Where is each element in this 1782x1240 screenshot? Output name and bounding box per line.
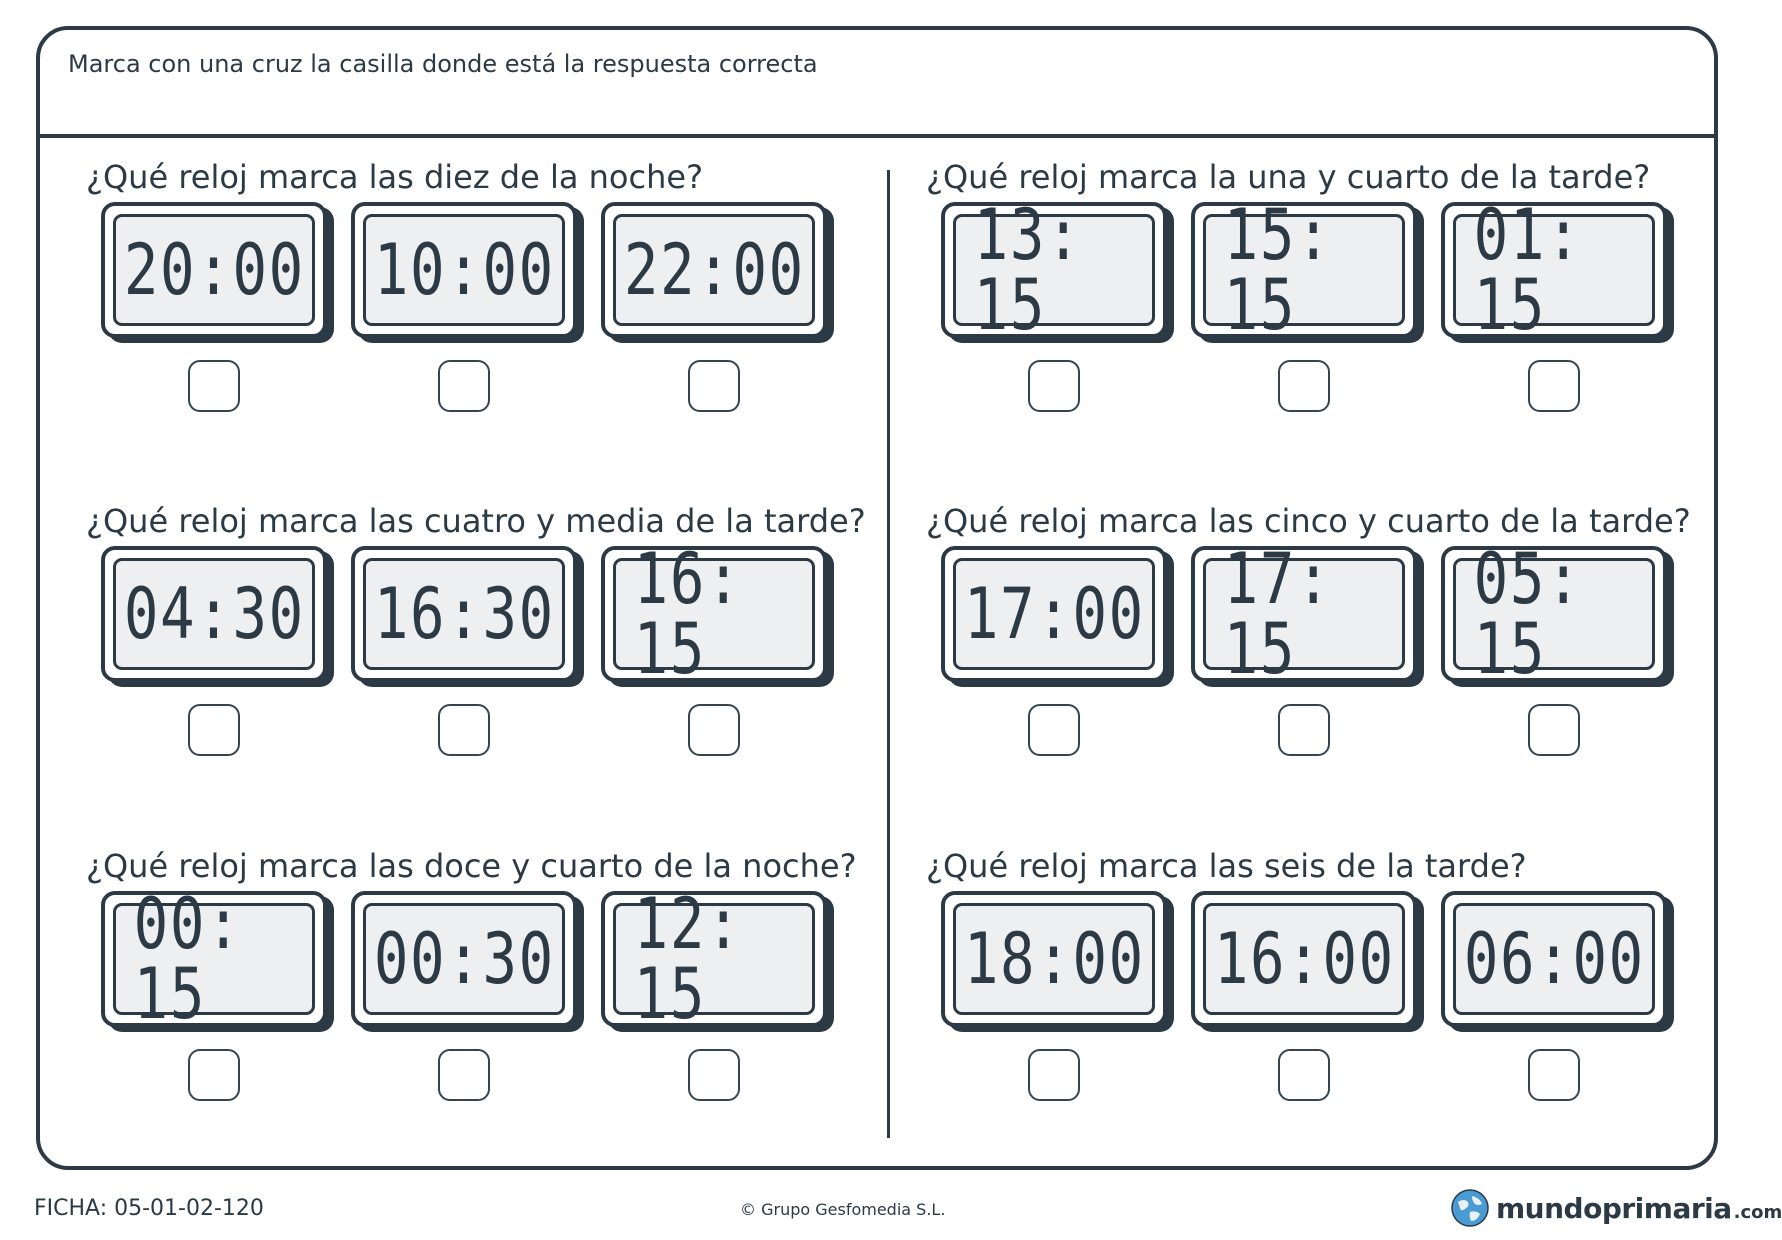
digital-clock — [1441, 891, 1667, 1027]
question-5 — [926, 502, 1746, 802]
option-a — [941, 891, 1173, 1101]
clock-time: 17:00 — [963, 573, 1145, 655]
brand-domain: .com — [1733, 1201, 1782, 1223]
clock-time: 06:00 — [1463, 918, 1645, 1000]
answer-checkbox[interactable] — [1528, 704, 1580, 756]
option-c — [601, 538, 833, 756]
digital-clock — [101, 546, 327, 682]
option-b — [1191, 194, 1423, 412]
clock-face — [363, 214, 565, 326]
option-b — [1191, 538, 1423, 756]
brand-logo[interactable] — [1450, 1188, 1782, 1228]
answer-checkbox[interactable] — [188, 360, 240, 412]
digital-clock — [601, 538, 827, 690]
clock-time: 16:00 — [1213, 918, 1395, 1000]
question-6 — [926, 847, 1746, 1147]
digital-clock — [1191, 538, 1417, 690]
option-a — [101, 883, 333, 1101]
digital-clock — [1191, 891, 1417, 1027]
digital-clock — [941, 546, 1167, 682]
question-1 — [86, 158, 906, 458]
question-4 — [926, 158, 1746, 458]
digital-clock — [941, 891, 1167, 1027]
option-c — [1441, 194, 1673, 412]
answer-checkbox[interactable] — [438, 704, 490, 756]
question-text: ¿Qué reloj marca las diez de la noche? — [86, 158, 704, 196]
copyright-notice: © Grupo Gesfomedia S.L. — [740, 1200, 946, 1219]
clock-face — [1453, 538, 1655, 690]
globe-icon — [1450, 1188, 1490, 1228]
question-2 — [86, 502, 906, 802]
option-c — [1441, 891, 1673, 1101]
digital-clock — [351, 891, 577, 1027]
digital-clock — [601, 202, 827, 338]
clock-face — [113, 883, 315, 1035]
clock-face — [613, 538, 815, 690]
clock-time: 20:00 — [123, 229, 305, 311]
option-b — [351, 546, 583, 756]
answer-checkbox[interactable] — [438, 1049, 490, 1101]
question-text: ¿Qué reloj marca las doce y cuarto de la noche? — [86, 847, 857, 885]
answer-checkbox[interactable] — [438, 360, 490, 412]
clock-time: 17: 15 — [1223, 538, 1333, 690]
question-text: ¿Qué reloj marca las cuatro y media de la tarde? — [86, 502, 866, 540]
digital-clock — [101, 202, 327, 338]
clock-face — [1453, 194, 1655, 346]
clock-time: 15: 15 — [1223, 194, 1333, 346]
question-text: ¿Qué reloj marca las cinco y cuarto de la tarde? — [926, 502, 1691, 540]
answer-checkbox[interactable] — [1278, 1049, 1330, 1101]
brand-name: mundoprimaria — [1496, 1191, 1732, 1225]
clock-face — [613, 214, 815, 326]
digital-clock — [351, 546, 577, 682]
option-c — [601, 202, 833, 412]
clock-face — [953, 903, 1155, 1015]
answer-checkbox[interactable] — [1278, 704, 1330, 756]
clock-time: 04:30 — [123, 573, 305, 655]
option-b — [351, 202, 583, 412]
clock-time: 05: 15 — [1473, 538, 1583, 690]
worksheet-code: FICHA: 05-01-02-120 — [34, 1196, 264, 1221]
clock-face — [363, 903, 565, 1015]
digital-clock — [1191, 194, 1417, 346]
question-text: ¿Qué reloj marca las seis de la tarde? — [926, 847, 1527, 885]
clock-face — [953, 194, 1155, 346]
clock-time: 12: 15 — [633, 883, 743, 1035]
answer-checkbox[interactable] — [1528, 1049, 1580, 1101]
clock-face — [1203, 538, 1405, 690]
clock-time: 10:00 — [373, 229, 555, 311]
option-a — [101, 546, 333, 756]
answer-checkbox[interactable] — [1528, 360, 1580, 412]
digital-clock — [351, 202, 577, 338]
option-b — [1191, 891, 1423, 1101]
clock-time: 00:30 — [373, 918, 555, 1000]
clock-face — [1203, 903, 1405, 1015]
instructions-text: Marca con una cruz la casilla donde está la respuesta correcta — [68, 50, 818, 78]
worksheet-frame — [36, 26, 1718, 1170]
clock-face — [113, 558, 315, 670]
answer-checkbox[interactable] — [688, 360, 740, 412]
clock-face — [1453, 903, 1655, 1015]
answer-checkbox[interactable] — [1028, 360, 1080, 412]
answer-checkbox[interactable] — [188, 704, 240, 756]
clock-face — [1203, 194, 1405, 346]
clock-face — [363, 558, 565, 670]
answer-checkbox[interactable] — [1028, 1049, 1080, 1101]
clock-time: 16: 15 — [633, 538, 743, 690]
digital-clock — [1441, 194, 1667, 346]
clock-face — [113, 214, 315, 326]
clock-face — [953, 558, 1155, 670]
option-a — [101, 202, 333, 412]
answer-checkbox[interactable] — [688, 704, 740, 756]
header-divider — [40, 134, 1714, 138]
answer-checkbox[interactable] — [1028, 704, 1080, 756]
clock-time: 18:00 — [963, 918, 1145, 1000]
clock-time: 01: 15 — [1473, 194, 1583, 346]
clock-time: 00: 15 — [133, 883, 243, 1035]
digital-clock — [1441, 538, 1667, 690]
question-3 — [86, 847, 906, 1147]
digital-clock — [101, 883, 327, 1035]
option-a — [941, 194, 1173, 412]
clock-time: 22:00 — [623, 229, 805, 311]
option-c — [601, 883, 833, 1101]
digital-clock — [941, 194, 1167, 346]
clock-face — [613, 883, 815, 1035]
answer-checkbox[interactable] — [188, 1049, 240, 1101]
clock-time: 13: 15 — [973, 194, 1083, 346]
option-c — [1441, 538, 1673, 756]
option-a — [941, 546, 1173, 756]
answer-checkbox[interactable] — [1278, 360, 1330, 412]
answer-checkbox[interactable] — [688, 1049, 740, 1101]
digital-clock — [601, 883, 827, 1035]
clock-time: 16:30 — [373, 573, 555, 655]
question-text: ¿Qué reloj marca la una y cuarto de la tarde? — [926, 158, 1651, 196]
option-b — [351, 891, 583, 1101]
